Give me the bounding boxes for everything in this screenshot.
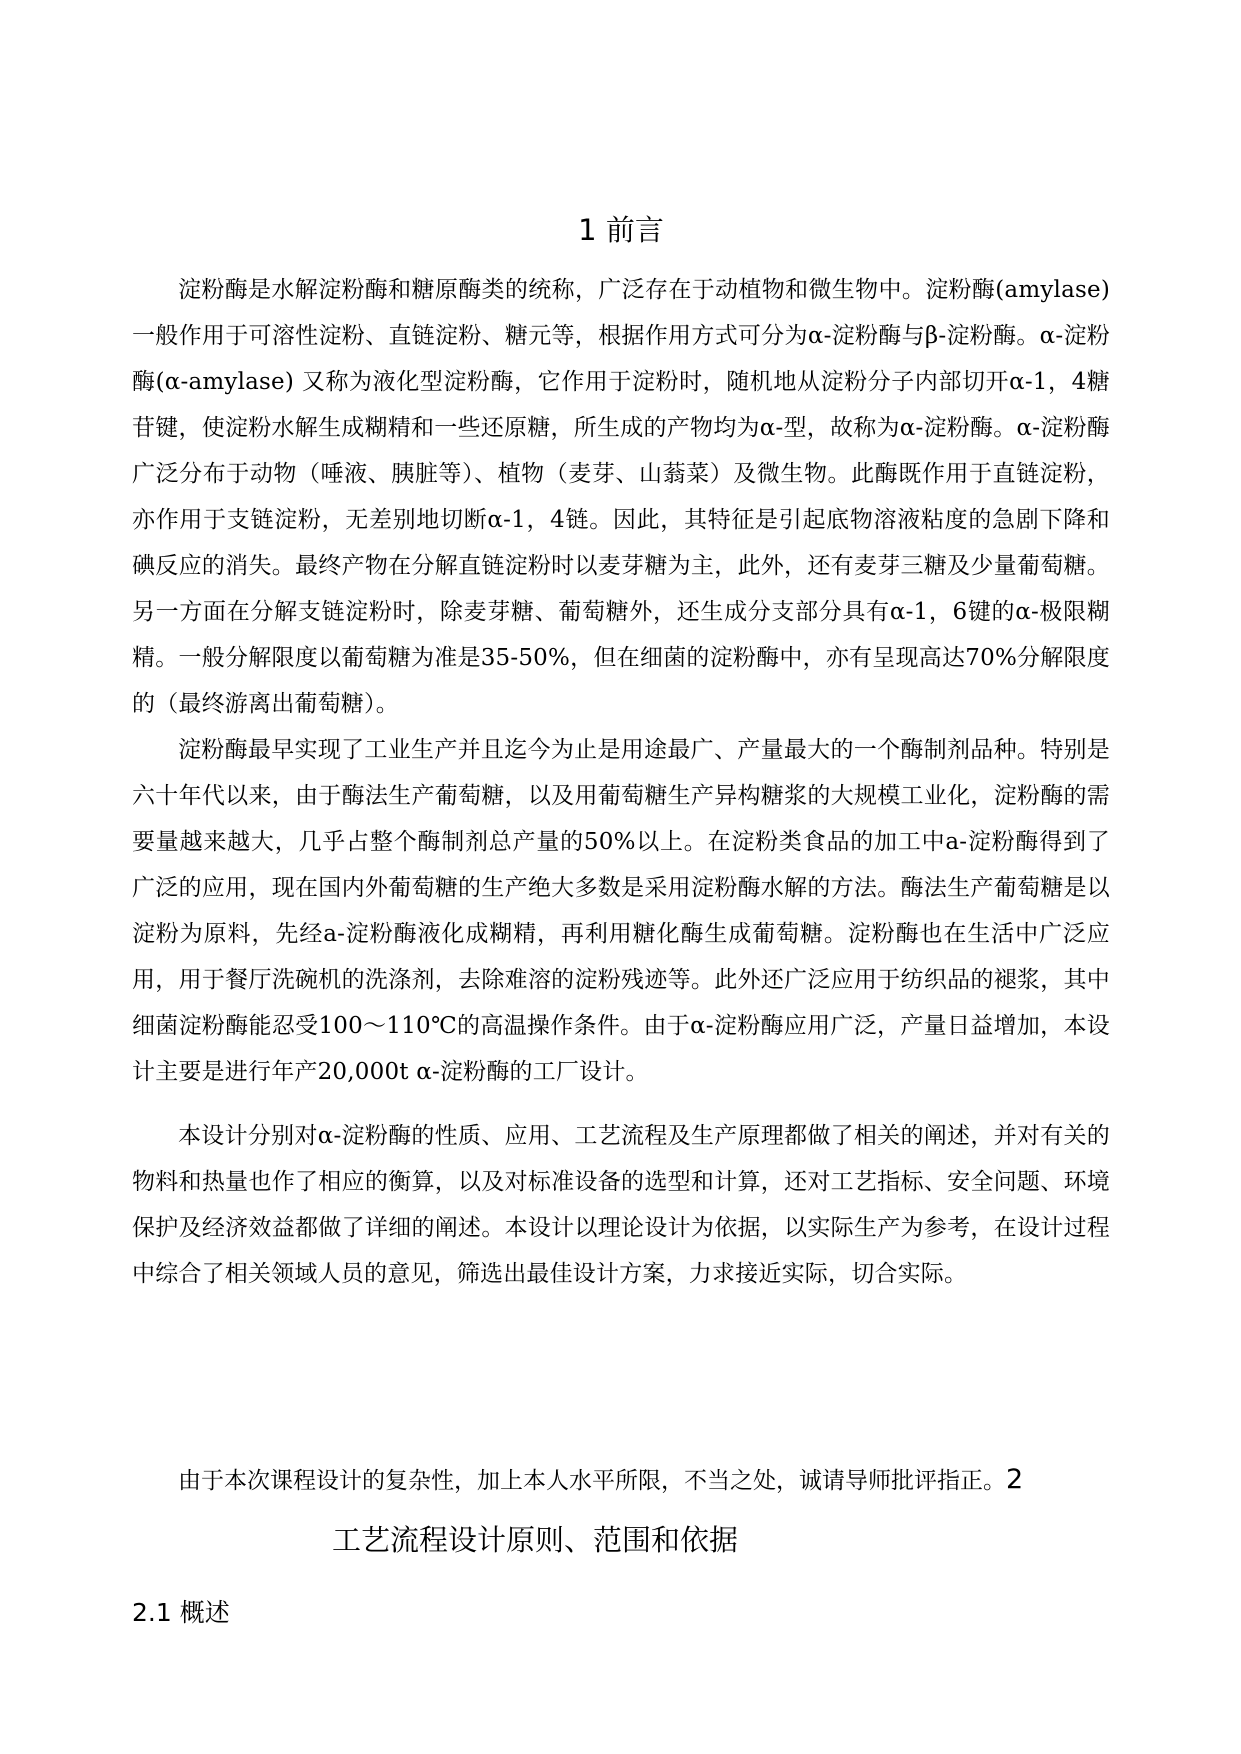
section-1-heading: 1 前言 [578,213,664,247]
paragraph-amylase-industry: 淀粉酶最早实现了工业生产并且迄今为止是用途最广、产量最大的一个酶制剂品种。特别是六十年代以来，由于酶法生产葡萄糖，以及用葡萄糖生产异构糖浆的大规模工业化，淀粉酶的需要量越来越大，几乎占整个酶制剂总产量的50%以上。在淀粉类食品的加工中a-淀粉酶得到了广泛的应用，现在国内外葡萄糖的生产绝大多数是采用淀粉酶水解的方法。酶法生产葡萄糖是以淀粉为原料，先经a-淀粉酶液化成糊精，再利用糖化酶生成葡萄糖。淀粉酶也在生活中广泛应用，用于餐厅洗碗机的洗涤剂，去除难溶的淀粉残迹等。此外还广泛应用于纺织品的褪浆，其中细菌淀粉酶能忍受100～110℃的高温操作条件。由于α-淀粉酶应用广泛，产量日益增加，本设计主要是进行年产20,000t α-淀粉酶的工厂设计。 [132,737,1110,1085]
closing-text: 由于本次课程设计的复杂性，加上本人水平所限，不当之处，诚请导师批评指正。 [178,1468,1006,1494]
closing-paragraph [132,1457,1110,1504]
section-2-heading: 工艺流程设计原则、范围和依据 [332,1523,739,1557]
section-2-1-heading: 2.1 概述 [132,1598,230,1627]
section-2-number: 2 [1006,1464,1024,1495]
paragraph-amylase-intro: 淀粉酶是水解淀粉酶和糖原酶类的统称，广泛存在于动植物和微生物中。淀粉酶(amylase)一般作用于可溶性淀粉、直链淀粉、糖元等，根据作用方式可分为α-淀粉酶与β-淀粉酶。α-淀粉酶(α-amylase) 又称为液化型淀粉酶，它作用于淀粉时，随机地从淀粉分子内部切开α-1，4糖苷键，使淀粉水解生成糊精和一些还原糖，所生成的产物均为α-型，故称为α-淀粉酶。α-淀粉酶广泛分布于动物（唾液、胰脏等）、植物（麦芽、山蓊菜）及微生物。此酶既作用于直链淀粉，亦作用于支链淀粉，无差别地切断α-1，4链。因此，其特征是引起底物溶液粘度的急剧下降和碘反应的消失。最终产物在分解直链淀粉时以麦芽糖为主，此外，还有麦芽三糖及少量葡萄糖。另一方面在分解支链淀粉时，除麦芽糖、葡萄糖外，还生成分支部分具有α-1，6键的α-极限糊精。一般分解限度以葡萄糖为准是35-50%，但在细菌的淀粉酶中，亦有呈现高达70%分解限度的（最终游离出葡萄糖）。 [132,277,1110,717]
document-page [132,0,1110,1754]
paragraph-design-summary: 本设计分别对α-淀粉酶的性质、应用、工艺流程及生产原理都做了相关的阐述，并对有关的物料和热量也作了相应的衡算，以及对标准设备的选型和计算，还对工艺指标、安全问题、环境保护及经济效益都做了详细的阐述。本设计以理论设计为依据，以实际生产为参考，在设计过程中综合了相关领域人员的意见，筛选出最佳设计方案，力求接近实际，切合实际。 [132,1123,1110,1287]
section-1-body [132,267,1110,1297]
